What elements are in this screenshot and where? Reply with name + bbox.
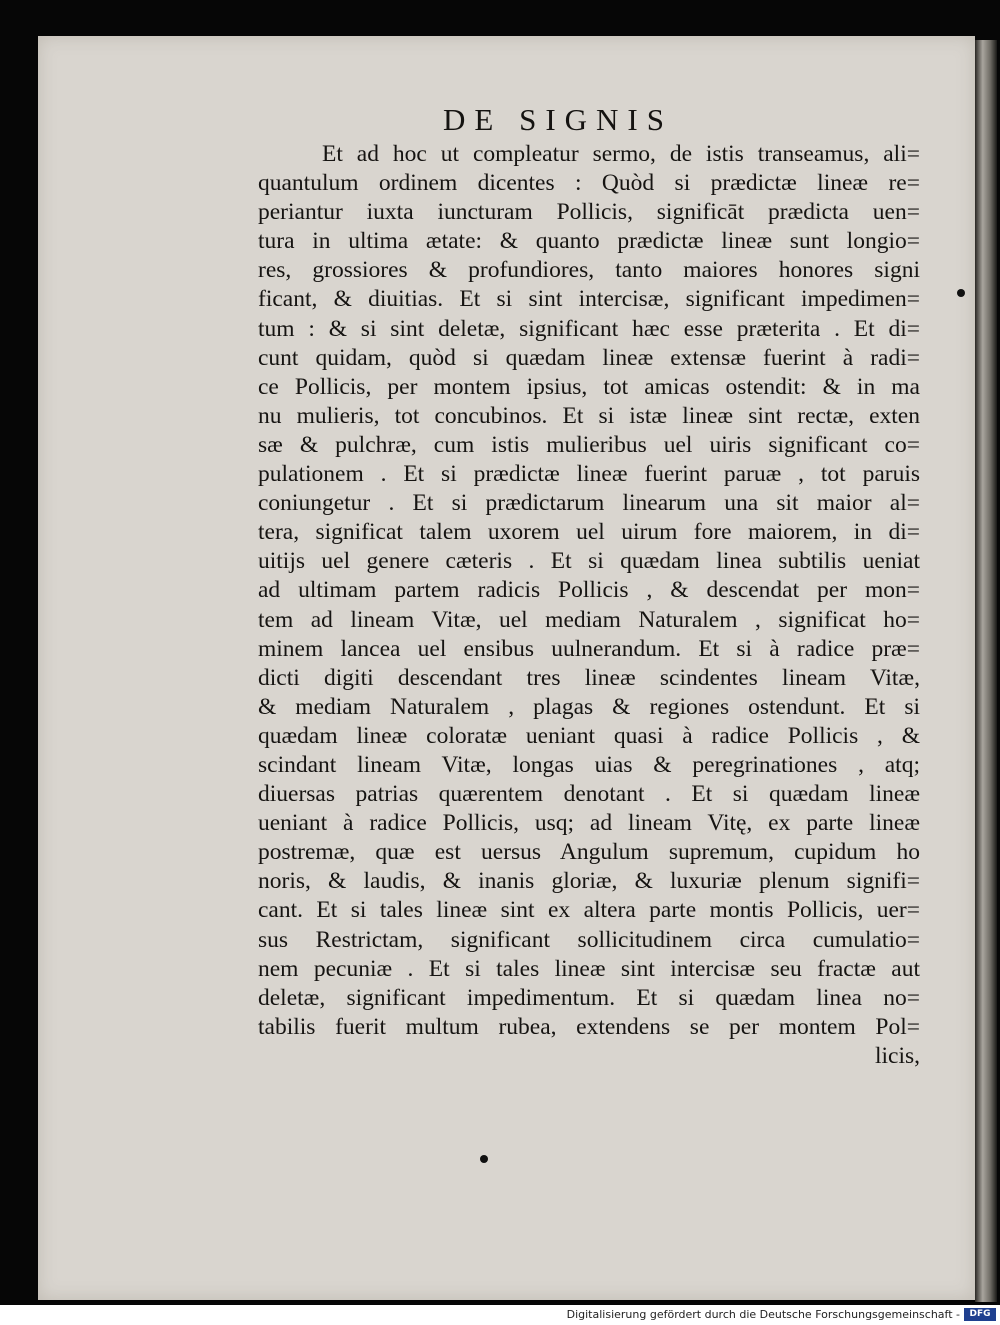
text-line: tum : & si sint deletæ, significant hæc esse præterita . Et di= <box>258 315 920 342</box>
text-line: pulationem . Et si prædictæ lineæ fuerint paruæ , tot paruis <box>258 461 920 488</box>
text-line: res, grossiores & profundiores, tanto maiores honores signi <box>258 257 920 284</box>
text-line: & mediam Naturalem , plagas & regiones ostendunt. Et si <box>258 693 920 720</box>
text-line: tura in ultima ætate: & quanto prædictæ lineæ sunt longio= <box>258 228 920 255</box>
text-line: ce Pollicis, per montem ipsius, tot amicas ostendit: & in ma <box>258 373 920 400</box>
ink-speck <box>480 1155 488 1163</box>
text-line: ficant, & diuitias. Et si sint intercisæ, significant impedimen= <box>258 286 920 313</box>
text-line: cunt quidam, quòd si quædam lineæ extensæ fuerint à radi= <box>258 344 920 371</box>
body-text <box>258 140 920 1071</box>
text-line: dicti digiti descendant tres lineæ scindentes lineam Vitæ, <box>258 664 920 691</box>
footer-bar <box>0 1305 1000 1325</box>
text-line: sus Restrictam, significant sollicitudinem circa cumulatio= <box>258 926 920 953</box>
text-line: uitijs uel genere cæteris . Et si quædam linea subtilis ueniat <box>258 548 920 575</box>
text-line: tem ad lineam Vitæ, uel mediam Naturalem , significat ho= <box>258 606 920 633</box>
text-line: deletæ, significant impedimentum. Et si quædam linea no= <box>258 984 920 1011</box>
text-line: quantulum ordinem dicentes : Quòd si prædictæ lineæ re= <box>258 170 920 197</box>
text-line: ueniant à radice Pollicis, usq; ad lineam Vitę, ex parte lineæ <box>258 810 920 837</box>
text-line: sæ & pulchræ, cum istis mulieribus uel uiris significant co= <box>258 431 920 458</box>
text-line: cant. Et si tales lineæ sint ex altera parte montis Pollicis, uer= <box>258 897 920 924</box>
text-line: coniungetur . Et si prædictarum linearum una sit maior al= <box>258 490 920 517</box>
text-line: scindant lineam Vitæ, longas uias & peregrinationes , atq; <box>258 751 920 778</box>
text-line: tabilis fuerit multum rubea, extendens se per montem Pol= <box>258 1013 920 1040</box>
text-line: ad ultimam partem radicis Pollicis , & descendat per mon= <box>258 577 920 604</box>
text-line: periantur iuxta iuncturam Pollicis, significāt prædicta uen= <box>258 199 920 226</box>
text-line: minem lancea uel ensibus uulnerandum. Et si à radice præ= <box>258 635 920 662</box>
text-line: diuersas patrias quærentem denotant . Et si quædam lineæ <box>258 781 920 808</box>
dfg-logo[interactable]: DFG <box>964 1308 996 1321</box>
text-line: quædam lineæ coloratæ ueniant quasi à radice Pollicis , & <box>258 722 920 749</box>
funding-credit: Digitalisierung gefördert durch die Deutsche Forschungsgemeinschaft - <box>566 1308 960 1321</box>
catchword: licis, <box>874 1042 920 1069</box>
text-line: postremæ, quæ est uersus Angulum supremum, cupidum ho <box>258 839 920 866</box>
page-header: DE SIGNIS <box>443 102 673 137</box>
text-line: tera, significat talem uxorem uel uirum fore maiorem, in di= <box>258 519 920 546</box>
ink-speck <box>957 289 965 297</box>
text-line: nem pecuniæ . Et si tales lineæ sint intercisæ seu fractæ aut <box>258 955 920 982</box>
text-line: Et ad hoc ut compleatur sermo, de istis transeamus, ali= <box>322 141 920 167</box>
text-line: nu mulieris, tot concubinos. Et si istæ lineæ sint rectæ, exten <box>258 402 920 429</box>
page-edge <box>975 40 997 1302</box>
text-line: noris, & laudis, & inanis gloriæ, & luxuriæ plenum signifi= <box>258 868 920 895</box>
